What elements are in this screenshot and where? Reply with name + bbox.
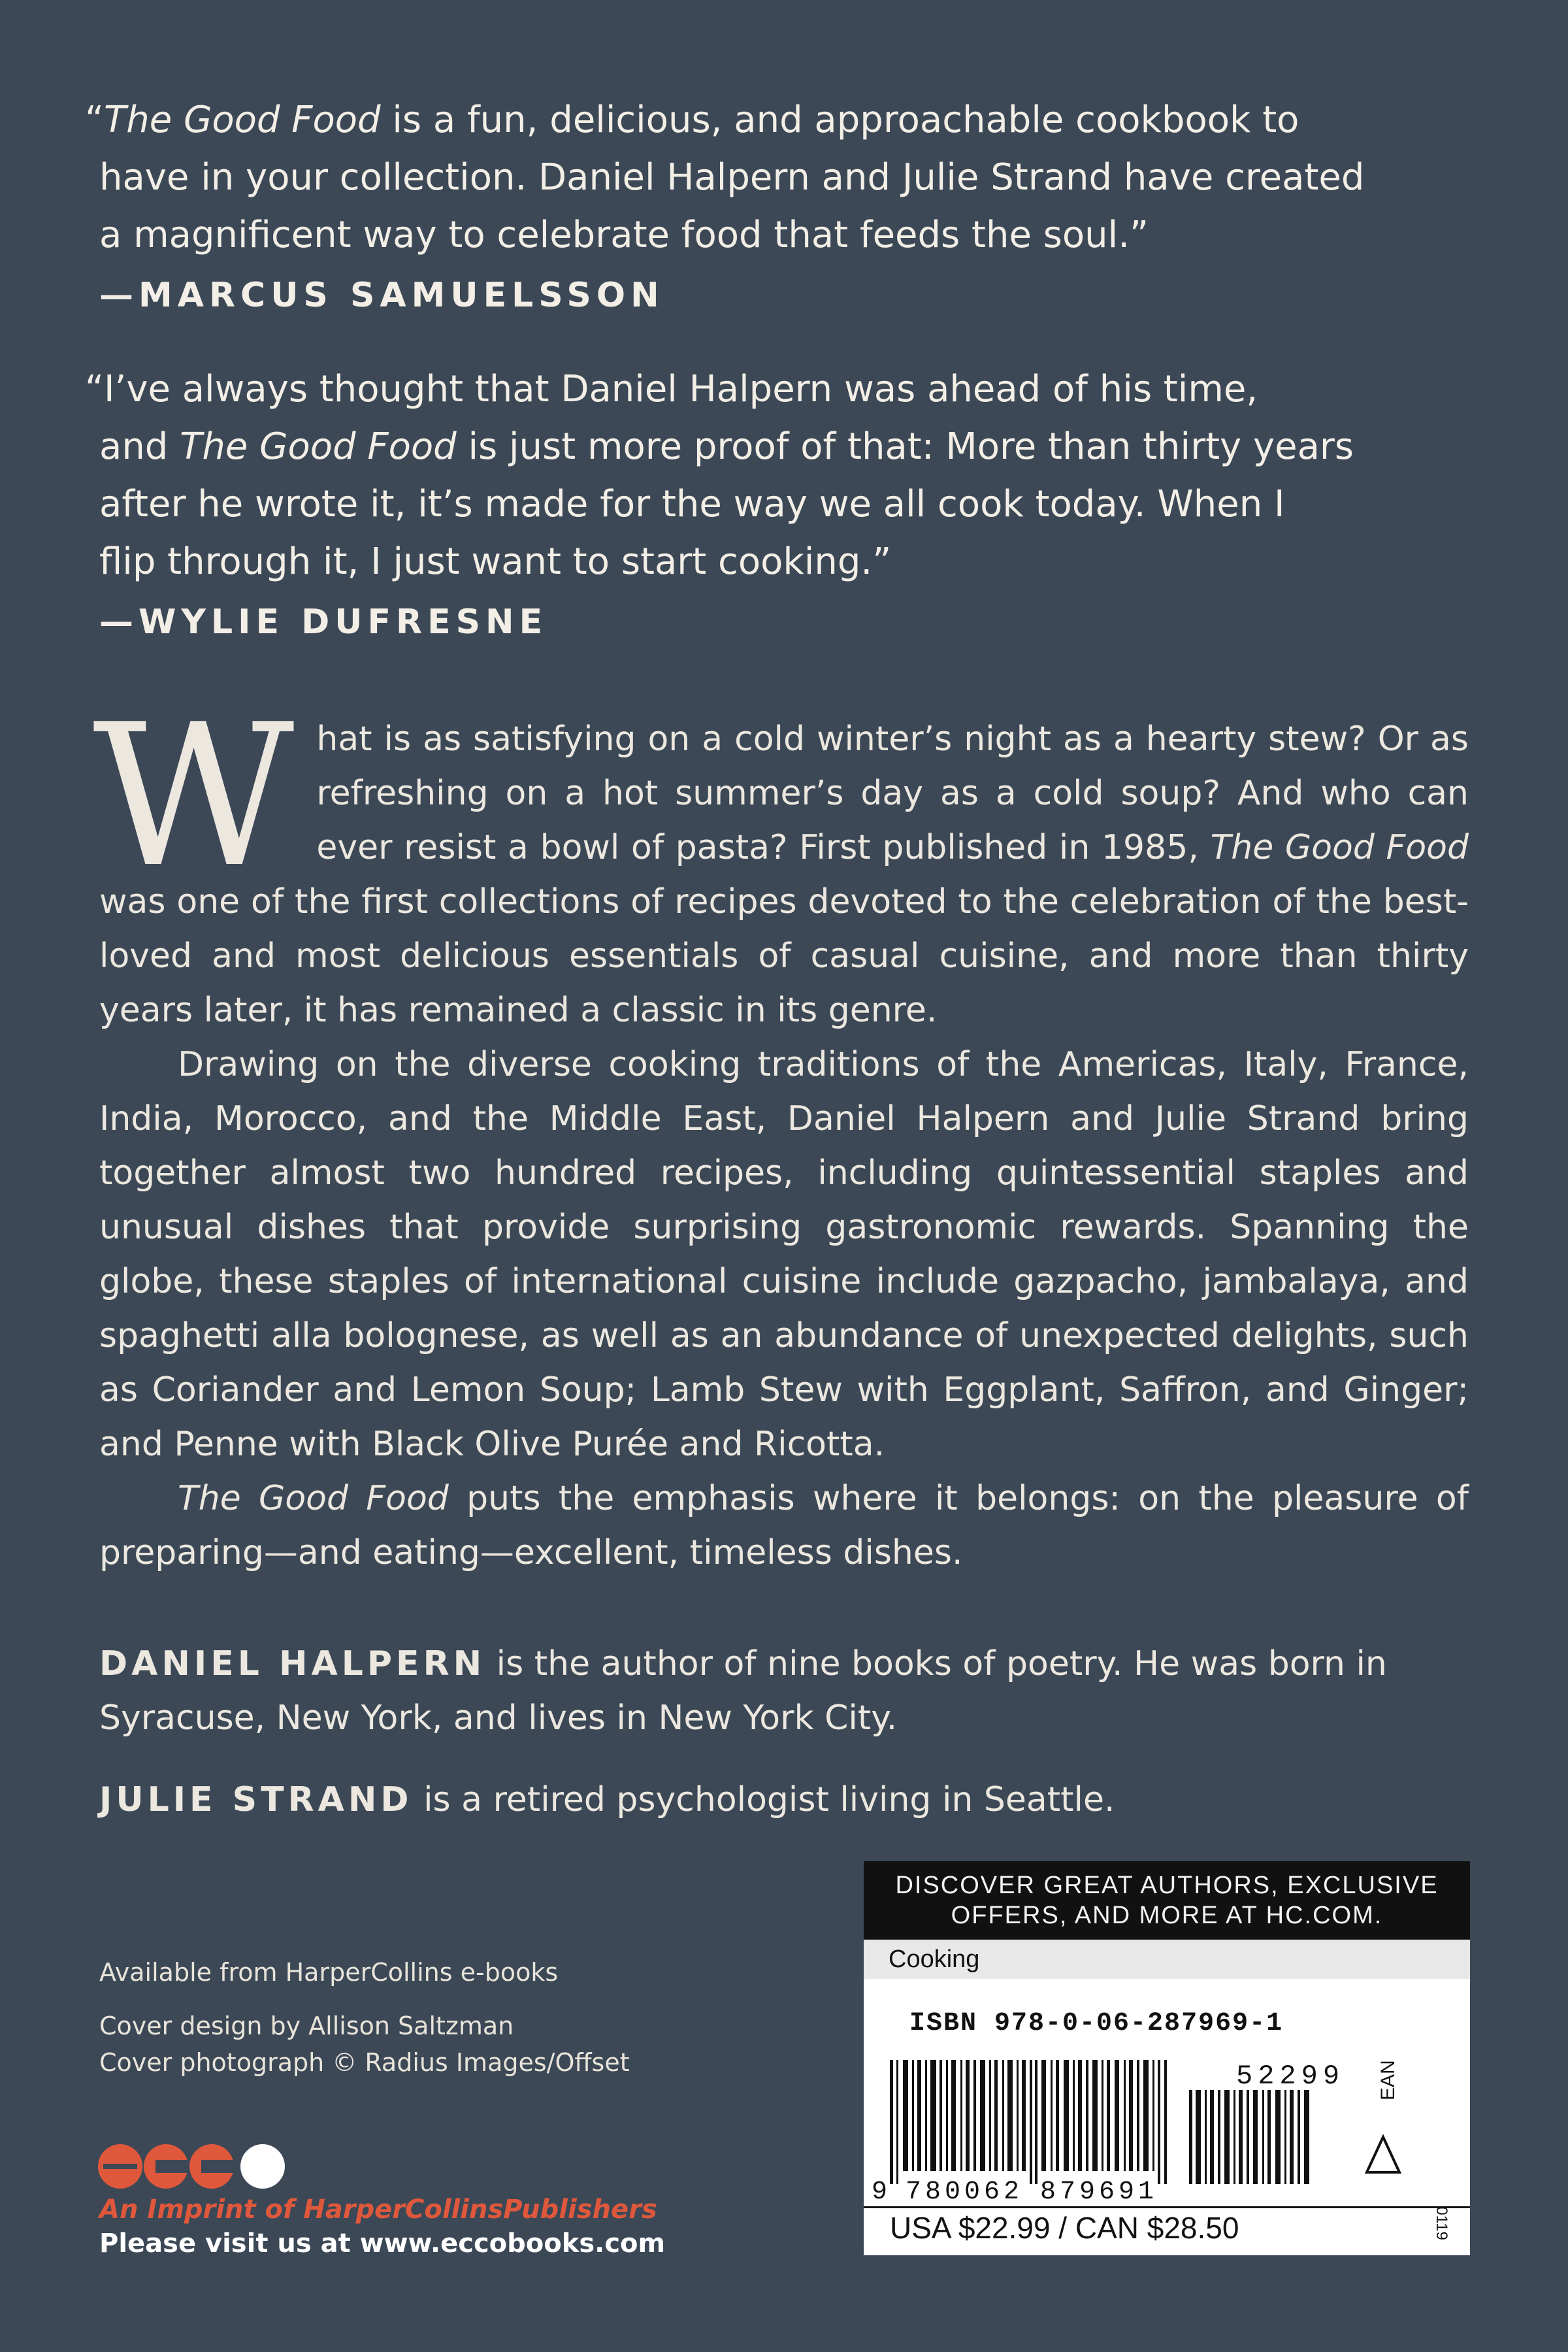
quote-line: have in your collection. Daniel Halpern and Julie Strand have created — [99, 156, 1365, 199]
cover-photo-credit: Cover photograph © Radius Images/Offset — [99, 2048, 630, 2077]
quote-line: and The Good Food is just more proof of that: More than thirty years — [99, 425, 1354, 468]
quote-attribution: —WYLIE DUFRESNE — [99, 603, 548, 642]
drop-cap: W — [93, 682, 295, 910]
description-paragraph: What is as satisfying on a cold winter’s night as a hearty stew? Or as refreshing on a hot summer’s day as a cold soup? And who can ever resist a bowl of pasta? First published in 1985, The Good Food was one of the first collections of recipes devoted to the celebration of the best-loved and most delicious essentials of casual cuisine, and more than thirty years later, it has remained a classic in its genre. — [93, 682, 1469, 1030]
ebook-availability: Available from HarperCollins e-books — [99, 1958, 559, 1987]
print-code: 0119 — [1433, 2206, 1451, 2240]
quote-line: flip through it, I just want to start cooking.” — [99, 540, 892, 583]
cover-design-credit: Cover design by Allison Saltzman — [99, 2012, 514, 2040]
barcode-digits-left: 780062 — [906, 2178, 1024, 2201]
price-label: USA $22.99 / CAN $28.50 — [890, 2211, 1239, 2245]
barcode-panel — [864, 1861, 1470, 2255]
author-bio-julie-strand: JULIE STRAND is a retired psychologist living in Seattle. — [99, 1780, 1115, 1819]
quote-line: “I’ve always thought that Daniel Halpern was ahead of his time, — [85, 368, 1258, 410]
quote-line: “The Good Food is a fun, delicious, and approachable cookbook to — [85, 99, 1299, 141]
imprint-line: An Imprint of HarperCollinsPublishers — [99, 2195, 657, 2225]
category-label: Cooking — [864, 1940, 1470, 1979]
description-paragraph: The Good Food puts the emphasis where it belongs: on the pleasure of preparing—and eating—excellent, timeless dishes. — [99, 1479, 1469, 1572]
isbn-number: ISBN 978-0-06-287969-1 — [909, 2009, 1284, 2038]
ecco-logo — [97, 2140, 293, 2191]
barcode-digits-right: 879691 — [1040, 2178, 1158, 2201]
ean-label: EAN — [1377, 2060, 1399, 2100]
author-name: DANIEL HALPERN — [99, 1644, 486, 1683]
author-name: JULIE STRAND — [99, 1780, 413, 1819]
description-paragraph: Drawing on the diverse cooking traditions of the Americas, Italy, France, India, Morocco, and the Middle East, Daniel Halpern and Julie Strand bring together almost two hundred recipes, including quintessential staples and unusual dishes that provide surprising gastronomic rewards. Spanning the globe, these staples of international cuisine include gazpacho, jambalaya, and spaghetti alla bolognese, as well as an abundance of unexpected delights, such as Coriander and Lemon Soup; Lamb Stew with Eggplant, Saffron, and Ginger; and Penne with Black Olive Purée and Ricotta. — [99, 1045, 1469, 1464]
quote-attribution: —MARCUS SAMUELSSON — [99, 276, 664, 315]
quote-marcus-samuelsson — [85, 91, 1364, 324]
publisher-website: Please visit us at www.eccobooks.com — [99, 2228, 666, 2259]
cover-credits — [99, 2008, 630, 2081]
barcode-image — [864, 2038, 1470, 2201]
addon-digits: 52299 — [1236, 2061, 1345, 2092]
quote-line: after he wrote it, it’s made for the way we all cook today. When I — [99, 483, 1285, 525]
book-description — [93, 682, 1469, 1580]
promo-banner: DISCOVER GREAT AUTHORS, EXCLUSIVE OFFERS, AND MORE AT HC.COM. — [864, 1861, 1470, 1940]
price-divider — [864, 2206, 1470, 2208]
quote-line: a magnificent way to celebrate food that feeds the soul.” — [99, 214, 1149, 256]
ean-triangle — [1367, 2137, 1399, 2172]
author-bio-daniel-halpern: DANIEL HALPERN is the author of nine books of poetry. He was born in Syracuse, New York, and lives in New York City. — [99, 1644, 1387, 1738]
quote-wylie-dufresne — [85, 361, 1354, 651]
barcode-digit-first: 9 — [872, 2178, 888, 2201]
